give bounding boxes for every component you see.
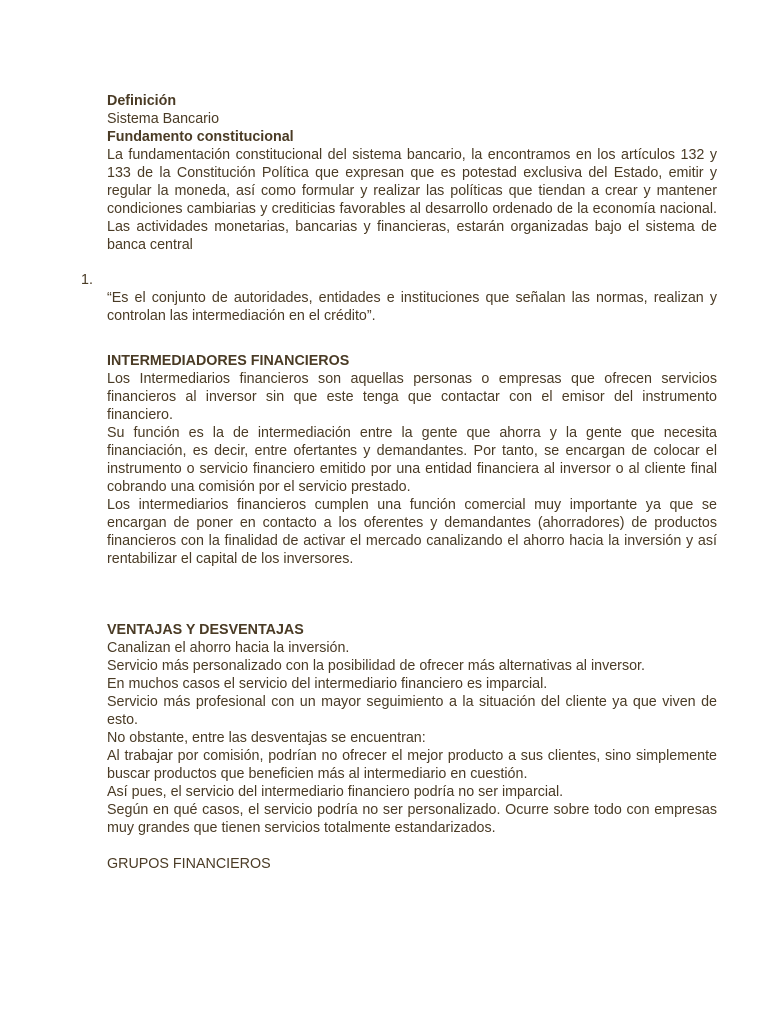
pros-cons-line: Así pues, el servicio del intermediario financiero podría no ser imparcial. — [107, 784, 564, 800]
pros-cons-section — [107, 621, 717, 837]
financial-groups-section — [107, 855, 717, 873]
constitutional-paragraph: La fundamentación constitucional del sistema bancario, la encontramos en los artículos 132 y 133 de la Constitución Política que expresan que es potestad exclusiva del Estado, emitir y regular la moneda, así como formular y realizar las políticas que tiendan a crear y mantener condiciones cambiarias y crediticias favorables al desarrollo ordenado de la economía nacional. Las actividades monetarias, bancarias y financieras, estarán organizadas bajo el sistema de banca central — [107, 147, 717, 253]
intro-block — [107, 92, 717, 254]
constitutional-basis-heading: Fundamento constitucional — [107, 129, 294, 145]
financial-groups-heading: GRUPOS FINANCIEROS — [107, 856, 271, 872]
pros-cons-line: En muchos casos el servicio del intermediario financiero es imparcial. — [107, 676, 548, 692]
intermediaries-paragraph-3: Los intermediarios financieros cumplen una función comercial muy importante ya que se encargan de poner en contacto a los oferentes y demandantes (ahorradores) de productos financieros con la finalidad de activar el mercado canalizando el ahorro hacia la inversión y así rentabilizar el capital de los inversores. — [107, 497, 717, 567]
intermediaries-paragraph-1: Los Intermediarios financieros son aquellas personas o empresas que ofrecen servicios financieros al inversor sin que este tenga que contactar con el emisor del instrumento financiero. — [107, 371, 717, 423]
intermediaries-heading: INTERMEDIADORES FINANCIEROS — [107, 353, 350, 369]
intermediaries-section — [107, 352, 717, 568]
pros-cons-line: Canalizan el ahorro hacia la inversión. — [107, 640, 350, 656]
definition-quote: “Es el conjunto de autoridades, entidades e instituciones que señalan las normas, realizan y controlan las intermediación en el crédito”. — [107, 290, 717, 324]
definition-heading: Definición — [107, 93, 177, 109]
list-number: 1. — [81, 272, 93, 288]
pros-cons-line: Servicio más personalizado con la posibilidad de ofrecer más alternativas al inversor. — [107, 658, 645, 674]
pros-cons-line: No obstante, entre las desventajas se encuentran: — [107, 730, 426, 746]
intermediaries-paragraph-2: Su función es la de intermediación entre la gente que ahorra y la gente que necesita financiación, es decir, entre ofertantes y demandantes. Por tanto, se encargan de colocar el instrumento o servicio financiero emitido por una entidad financiera al inversor o al cliente final cobrando una comisión por el servicio prestado. — [107, 425, 717, 495]
pros-cons-heading: VENTAJAS Y DESVENTAJAS — [107, 622, 304, 638]
pros-cons-line: Servicio más profesional con un mayor seguimiento a la situación del cliente ya que viven de esto. — [107, 694, 717, 728]
quote-block — [107, 289, 717, 325]
pros-cons-line: Al trabajar por comisión, podrían no ofrecer el mejor producto a sus clientes, sino simplemente buscar productos que beneficien más al intermediario en cuestión. — [107, 748, 717, 782]
pros-cons-line: Según en qué casos, el servicio podría no ser personalizado. Ocurre sobre todo con empresas muy grandes que tienen servicios totalmente estandarizados. — [107, 802, 717, 836]
banking-system-subtitle: Sistema Bancario — [107, 111, 220, 127]
